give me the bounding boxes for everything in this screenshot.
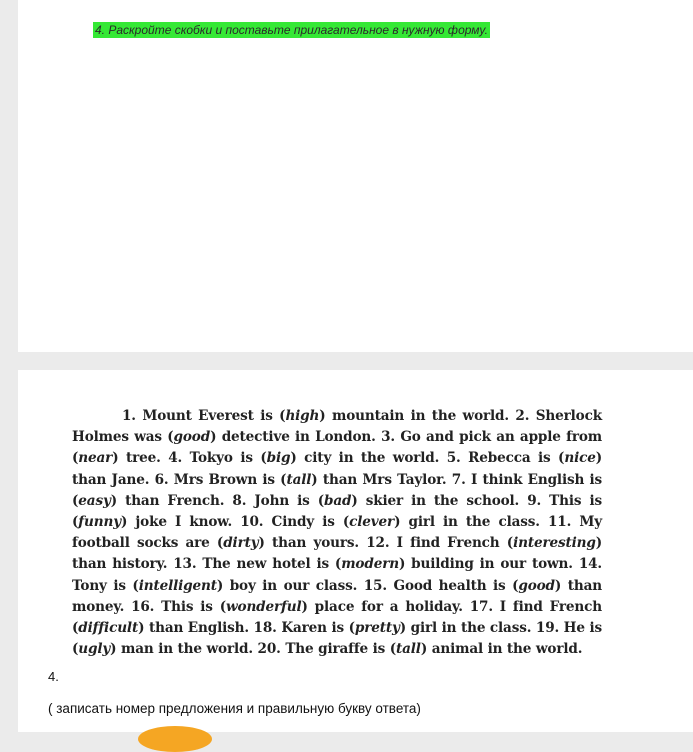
sentence-text: ) mountain in the world. (319, 408, 516, 424)
adjective: modern (341, 556, 399, 573)
adjective: tall (396, 641, 421, 658)
sentence-text: 12. I find French ( (366, 535, 514, 552)
sentence-text: ) detective in London. (210, 429, 382, 446)
adjective: funny (78, 514, 121, 531)
sentence-text: 16. This is ( (131, 598, 226, 615)
sentence-text: ) city in the world. (290, 450, 447, 467)
adjective: bad (324, 492, 352, 509)
sentence-text: 9. This is ( (72, 492, 602, 531)
sentence-text: 5. Rebecca is ( (446, 450, 565, 467)
sentence-text: 15. Good health is ( (363, 577, 519, 594)
adjective: wonderful (225, 598, 302, 615)
sentence-text: ) building in our town. (398, 556, 579, 573)
sentence-text: ) than yours. (258, 535, 367, 552)
sentence-text: 13. The new hotel is ( (173, 556, 342, 573)
sentence-text: 6. Mrs Brown is ( (154, 471, 287, 488)
sentence-text: 14. Tony is ( (72, 556, 603, 594)
task-header: 4. Раскройте скобки и поставьте прилагательное в нужную форму. (95, 23, 488, 37)
instruction-text: ( записать номер предложения и правильную букву ответа) (48, 701, 421, 716)
sentence-text: 3. Go and pick an apple from ( (72, 429, 602, 467)
sentence-text: 17. I find French ( (72, 598, 602, 637)
sentence-text: ) girl in the class. (399, 620, 536, 637)
exercise-text (72, 406, 602, 660)
sentence-text: ) girl in the class. (394, 514, 548, 531)
sentence-text: 10. Cindy is ( (240, 514, 350, 531)
side-number: 4. (48, 669, 59, 684)
adjective: ugly (78, 641, 111, 658)
exercise-sentence (131, 599, 470, 615)
exercise-sentence (168, 450, 447, 466)
sentence-text: 2. Sherlock Holmes was ( (72, 408, 602, 446)
sentence-text: ) than English. (138, 620, 254, 637)
sentence-text: ) tree. (112, 450, 169, 467)
sentence-text: ) boy in our class. (216, 577, 364, 594)
sentence-text: ) skier in the school. (351, 492, 528, 509)
sentence-text: ) place for a holiday. (301, 598, 470, 615)
top-page (18, 0, 693, 352)
exercise-sentence (240, 514, 548, 530)
sentence-text: ) than Mrs Taylor. (311, 471, 452, 488)
sentence-text: ) man in the world. (110, 641, 258, 658)
sentence-text: 4. Tokyo is ( (168, 450, 267, 467)
adjective: high (285, 408, 320, 424)
sentence-text: 8. John is ( (232, 492, 324, 509)
adjective: interesting (513, 535, 596, 552)
sentence-text: ) than French. (110, 492, 233, 509)
adjective: pretty (354, 620, 400, 637)
adjective: easy (78, 492, 111, 509)
sentence-text: 18. Karen is ( (253, 620, 355, 637)
adjective: nice (564, 450, 596, 467)
sentence-text: 11. My football socks are ( (72, 514, 602, 552)
sentence-text: ) animal in the world. (420, 641, 583, 658)
adjective: near (78, 450, 113, 467)
exercise-sentence (232, 493, 527, 509)
sentence-text: 20. The giraffe is ( (257, 641, 396, 658)
exercise-sentence (173, 556, 579, 572)
sentence-text: ) than Jane. (72, 450, 603, 488)
sentence-text: 1. Mount Everest is ( (122, 408, 286, 424)
adjective: difficult (78, 620, 139, 637)
orange-blob-decoration (138, 726, 212, 752)
sentence-text: 19. He is ( (72, 620, 602, 658)
exercise-sentence (122, 408, 515, 424)
adjective: good (173, 429, 211, 446)
sentence-text: ) than money. (72, 577, 602, 615)
adjective: tall (286, 471, 312, 488)
sentence-text: ) than history. (72, 535, 602, 573)
adjective: intelligent (138, 577, 217, 594)
exercise-sentence (155, 472, 452, 488)
adjective: big (266, 450, 291, 467)
adjective: clever (349, 514, 395, 531)
sentence-text: 7. I think English is ( (72, 471, 602, 509)
adjective: dirty (223, 535, 259, 552)
adjective: good (518, 577, 555, 594)
sentence-text: ) joke I know. (120, 514, 241, 531)
exercise-sentence (254, 620, 536, 636)
exercise-sentence (258, 641, 583, 657)
